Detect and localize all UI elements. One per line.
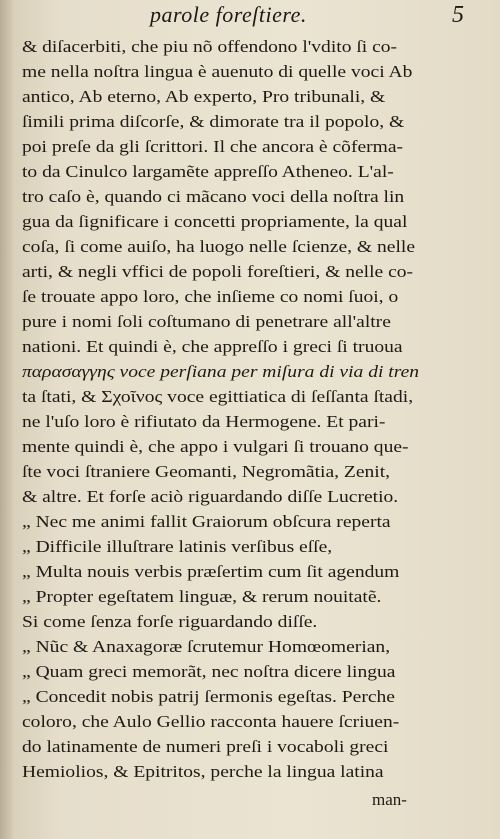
quote-line: „ Difficile illuſtrare latinis verſibus eſſe, bbox=[22, 537, 333, 556]
text-line: tro caſo è, quando ci mãcano voci della noſtra lin bbox=[22, 187, 405, 206]
text-line: nationi. Et quindi è, che appreſſo i greci ſi truoua bbox=[22, 337, 403, 356]
page-number: 5 bbox=[452, 2, 464, 28]
quote-line: „ Quam greci memorãt, nec noſtra dicere lingua bbox=[22, 662, 396, 681]
text-line: ta ſtati, & Σχοῖνος voce egittiatica di ſeſſanta ſtadi, bbox=[22, 387, 414, 406]
text-line: me nella noſtra lingua è auenuto di quelle voci Ab bbox=[22, 62, 413, 81]
quote-line: „ Nec me animi fallit Graiorum obſcura reperta bbox=[22, 512, 391, 531]
page-header bbox=[0, 2, 500, 32]
catchword: man- bbox=[372, 790, 407, 809]
text-line: gua da ſignificare i concetti propriamente, la qual bbox=[22, 212, 408, 231]
text-line: ſe trouate appo loro, che inſieme co nomi ſuoi, o bbox=[22, 287, 399, 306]
text-line: poi preſe da gli ſcrittori. Il che ancora è cõferma- bbox=[22, 137, 404, 156]
quote-line: „ Propter egeſtatem linguæ, & rerum nouitatẽ. bbox=[22, 587, 382, 606]
quote-line: „ Concedit nobis patrij ſermonis egeſtas. Perche bbox=[22, 687, 395, 706]
text-line: pure i nomi ſoli coſtumano di penetrare all'altre bbox=[22, 312, 391, 331]
text-line: ſte voci ſtraniere Geomanti, Negromãtia, Zenit, bbox=[22, 462, 391, 481]
text-line: antico, Ab eterno, Ab experto, Pro tribunali, & bbox=[22, 87, 386, 106]
text-line: Hemiolios, & Epitritos, perche la lingua latina bbox=[22, 762, 384, 781]
gutter-shadow bbox=[0, 0, 14, 839]
text-line: ſimili prima diſcorſe, & dimorate tra il popolo, & bbox=[22, 112, 405, 131]
text-line: coloro, che Aulo Gellio racconta hauere ſcriuen- bbox=[22, 712, 400, 731]
text-line: mente quindi è, che appo i vulgari ſi trouano que- bbox=[22, 437, 409, 456]
text-line: & diſacerbiti, che piu nõ offendono l'vdito ſi co- bbox=[22, 37, 398, 56]
text-line: & altre. Et forſe aciò riguardando diſſe Lucretio. bbox=[22, 487, 399, 506]
text-line: Si come ſenza forſe riguardando diſſe. bbox=[22, 612, 318, 631]
text-line: do latinamente de numeri preſi i vocaboli greci bbox=[22, 737, 389, 756]
text-line: arti, & negli vffici de popoli foreſtieri, & nelle co- bbox=[22, 262, 414, 281]
text-line: coſa, ſi come auiſo, ha luogo nelle ſcienze, & nelle bbox=[22, 237, 416, 256]
running-title: parole foreſtiere. bbox=[150, 2, 307, 27]
text-line: παρασαγγης voce perſiana per miſura di via di tren bbox=[22, 362, 420, 381]
text-line: to da Cinulco largamẽte appreſſo Atheneo. L'al- bbox=[22, 162, 394, 181]
quote-line: „ Multa nouis verbis præſertim cum ſit agendum bbox=[22, 562, 400, 581]
text-line: ne l'uſo loro è rifiutato da Hermogene. Et pari- bbox=[22, 412, 386, 431]
quote-line: „ Nũc & Anaxagoræ ſcrutemur Homœomerian, bbox=[22, 637, 391, 656]
